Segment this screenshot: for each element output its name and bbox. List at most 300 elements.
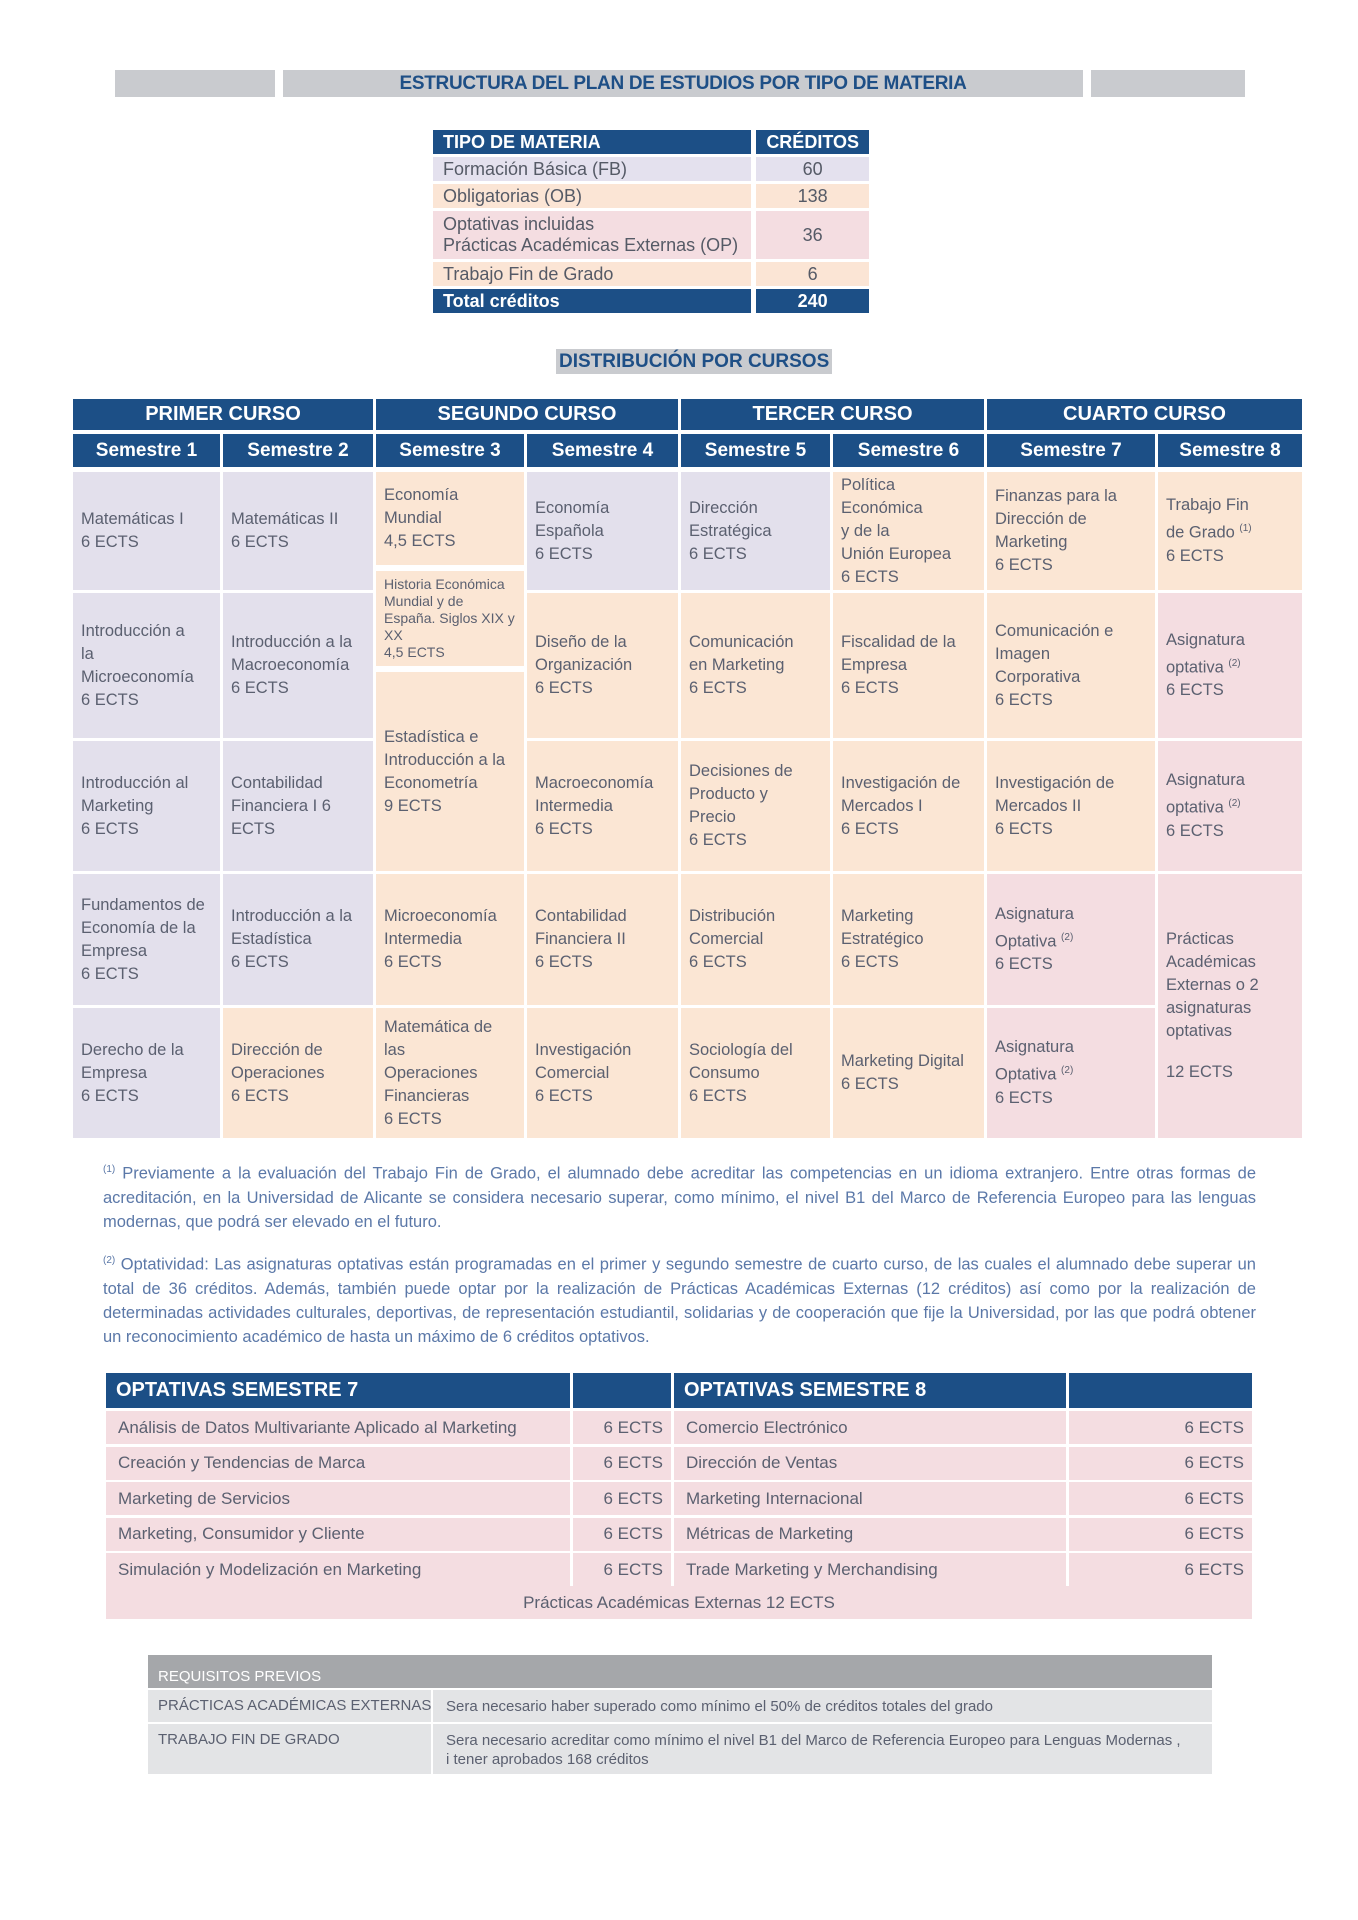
credits-header-row [433,130,869,154]
subject-line: Mundial y de [384,593,464,609]
credits-row-name: Obligatorias (OB) [433,184,751,208]
subject-text [384,905,497,974]
subject-text [535,905,627,974]
optativa-s7-name [106,1482,570,1515]
subject-line: Mundial [384,509,442,527]
subject-cell [1158,593,1302,738]
subject-cell [987,472,1155,590]
credits-col-materia: TIPO DE MATERIA [433,130,751,154]
optativas-s8-ects-header [1069,1373,1252,1408]
subject-line: asignaturas [1166,999,1252,1017]
semester-header: Semestre 4 [527,434,678,467]
optativa-s7-ects-text: 6 ECTS [603,1488,663,1508]
subject-line: Economía [384,486,459,504]
subject-line [1166,792,1245,820]
subject-line: 6 ECTS [231,953,289,971]
subject-text [689,631,794,700]
footnote-1-text: Previamente a la evaluación del Trabajo Fin de Grado, el alumnado debe acreditar las competencias en un idioma extranjero. Entre otras formas de acreditación, en la Universidad de Alicante se considera necesario superar, como mínimo, el nivel B1 del Marco de Referencia Europeo para las lenguas modernas, que podrá ser elevado en el futuro. [103,1164,1256,1231]
subject-line: 6 ECTS [535,953,593,971]
subject-text [231,772,331,841]
course-grid [73,399,1305,1139]
subject-line: Externas o 2 [1166,976,1259,994]
subject-text [535,1039,631,1108]
subject-line: Sociología del [689,1040,793,1059]
subject-line: 6 ECTS [384,953,442,971]
requisitos-key: TRABAJO FIN DE GRADO [158,1731,340,1748]
semester-header: Semestre 1 [73,434,220,467]
subject-cell [527,874,678,1005]
subject-line: Introducción a la [384,750,506,769]
credits-row [433,262,869,286]
subject-text [995,772,1114,841]
subject-text [535,497,609,566]
subject-cell [73,472,220,590]
footnote-ref: (1) [1239,523,1252,535]
subject-text [995,903,1074,977]
subject-line: Microeconomía [384,907,497,925]
optativa-s7-ects-text: 6 ECTS [603,1453,663,1472]
subject-line: Asignatura [1166,630,1245,649]
subject-line: 6 ECTS [231,679,289,697]
subject-line: Empresa [81,941,148,960]
subject-text [995,485,1117,577]
subject-line: Introducción a la [231,907,353,925]
credits-row [433,157,869,181]
optativa-s8-name [674,1482,1066,1515]
subject-text [995,1036,1074,1110]
credits-col-creditos: CRÉDITOS [751,130,869,154]
subject-line: Historia Económica [384,576,505,592]
subject-line-text: de Grado [1166,523,1235,542]
optativa-s8-ects-text: 6 ECTS [1184,1417,1244,1437]
optativa-s8-name [674,1447,1066,1480]
footnote-ref: (2) [1061,1065,1074,1077]
subject-line: 6 ECTS [81,690,139,709]
subject-line: Consumo [689,1063,760,1082]
optativa-s7-name-text: Simulación y Modelización en Marketing [118,1559,422,1579]
optativa-s8-name-text: Trade Marketing y Merchandising [686,1559,938,1579]
subject-line: 6 ECTS [841,953,899,971]
page-title: ESTRUCTURA DEL PLAN DE ESTUDIOS POR TIPO DE MATERIA [283,70,1083,97]
subject-line: las [384,1040,406,1059]
subject-line: Matemáticas II [231,510,339,528]
footnote-2-text: Optatividad: Las asignaturas optativas están programadas en el primer y segundo semestre de cuarto curso, de las cuales el alumnado debe superar un total de 36 créditos. Además, también puede optar por la realización de Prácticas Académicas Externas (12 créditos) así como por la realización de determinadas actividades culturales, deportivas, de representación estudiantil, solidarias y de cooperación que fije la Universidad, por las que podrá obtener un reconocimiento académico de hasta un máximo de 6 créditos optativos. [103,1255,1256,1346]
subject-text [384,484,458,553]
optativa-s8-name-text: Marketing Internacional [686,1488,863,1508]
requisitos-row [148,1724,1212,1774]
subject-line: Operaciones [231,1063,325,1082]
subject-line: Estadística e [384,727,479,746]
subject-line: 9 ECTS [384,796,442,815]
subject-text [689,760,793,852]
subject-text [995,620,1113,712]
subject-cell [376,571,524,666]
subject-text [231,631,352,700]
subject-line: Fundamentos de [81,895,205,914]
subject-line: Asignatura [995,904,1074,923]
year-header: CUARTO CURSO [987,399,1302,430]
distribution-title: DISTRIBUCIÓN POR CURSOS [556,349,832,374]
subject-line: Financiera II [535,930,626,948]
subject-line: 6 ECTS [81,1086,139,1105]
credits-row [433,211,869,259]
subject-text [231,1039,325,1108]
optativa-s7-ects [573,1447,671,1480]
subject-line: 6 ECTS [841,819,899,838]
subject-text [81,894,205,986]
credits-row-value: 60 [751,157,869,181]
credits-row [433,184,869,208]
subject-line: optativas [1166,1022,1233,1040]
subject-line: Contabilidad [231,773,323,792]
optativas-s7-title: OPTATIVAS SEMESTRE 7 [106,1373,570,1408]
footnote-ref: (2) [1228,657,1241,669]
subject-text [384,576,515,661]
subject-line: Investigación de [841,773,961,792]
credits-row-name-line: Optativas incluidas [443,214,595,234]
subject-line: Marketing [995,533,1068,551]
subject-cell [833,874,984,1005]
optativa-s7-ects-text: 6 ECTS [603,1559,663,1579]
optativa-s8-name-text: Métricas de Marketing [686,1524,854,1543]
subject-cell [1158,472,1302,590]
subject-line: Española [535,521,604,540]
subject-line: Marketing [81,796,154,815]
optativa-s8-name-text: Dirección de Ventas [686,1453,838,1472]
subject-cell [376,672,524,871]
subject-line: Dirección [689,498,758,517]
subject-line-text: optativa [1166,798,1224,817]
subject-cell [223,593,373,738]
subject-line: 6 ECTS [841,679,899,697]
subject-line: 6 ECTS [995,955,1053,974]
subject-line: 6 ECTS [81,964,139,983]
requisitos-value: Sera necesario acreditar como mínimo el nivel B1 del Marco de Referencia Europeo para Lenguas Modernas , i tener aprobados 168 créditos [446,1732,1181,1768]
subject-line: 6 ECTS [689,831,747,849]
requisitos-row [148,1690,1212,1722]
subject-cell [527,472,678,590]
title-bar-left-decor [115,70,275,97]
optativa-s8-name [674,1518,1066,1551]
subject-text [81,620,194,712]
subject-line: 4,5 ECTS [384,644,445,660]
subject-line: Diseño de la [535,633,627,651]
requisitos-separator [431,1724,433,1774]
credits-total-label: Total créditos [433,289,751,313]
subject-text [384,1016,492,1131]
optativa-s7-name [106,1447,570,1480]
subject-text [841,1050,964,1096]
subject-line: 6 ECTS [1166,821,1224,840]
year-header: TERCER CURSO [681,399,984,430]
subject-line: 6 ECTS [535,819,593,838]
optativa-s8-ects-text: 6 ECTS [1184,1524,1244,1543]
footnote-1 [103,1158,1256,1234]
subject-line: ECTS [231,819,276,838]
subject-line: 6 ECTS [535,679,593,697]
semester-header: Semestre 2 [223,434,373,467]
subject-cell [1158,741,1302,871]
subject-text [81,508,184,554]
credits-table [433,127,869,316]
subject-line: Corporativa [995,667,1081,686]
subject-cell [681,741,830,871]
subject-line: Comercial [535,1063,610,1082]
subject-cell [833,472,984,590]
subject-line: 4,5 ECTS [384,532,456,550]
subject-line: Asignatura [1166,771,1245,790]
subject-cell [987,1008,1155,1138]
subject-line: Comunicación e [995,621,1114,640]
credits-row-value: 6 [751,262,869,286]
subject-line: Dirección de [995,510,1087,528]
semester-header: Semestre 7 [987,434,1155,467]
optativas-s7-ects-header [573,1373,671,1408]
subject-line: Economía [535,498,610,517]
subject-line: Asignatura [995,1038,1074,1057]
subject-cell [73,741,220,871]
subject-line: Comunicación [689,633,794,651]
semester-header: Semestre 8 [1158,434,1302,467]
subject-cell [223,874,373,1005]
subject-line: Dirección de [231,1040,323,1059]
subject-text [1166,928,1259,1084]
subject-text [841,905,924,974]
subject-line: 6 ECTS [689,953,747,971]
subject-line: en Marketing [689,656,785,674]
footnote-ref: (2) [1061,931,1074,943]
subject-cell [1158,874,1302,1138]
semester-header: Semestre 6 [833,434,984,467]
optativa-s8-ects-text: 6 ECTS [1184,1453,1244,1472]
subject-line: Investigación [535,1040,632,1059]
subject-text [535,772,653,841]
subject-line: Económica [841,498,923,517]
subject-line: 6 ECTS [689,1086,747,1105]
subject-line: Académicas [1166,953,1256,971]
optativas-footer: Prácticas Académicas Externas 12 ECTS [106,1586,1252,1619]
subject-line: y de la [841,521,890,540]
subject-text [81,772,188,841]
subject-line: Marketing [841,907,914,925]
subject-line: la [81,644,94,663]
subject-cell [223,472,373,590]
subject-cell [987,874,1155,1005]
subject-line [1166,517,1252,545]
subject-line: Introducción al [81,773,189,792]
title-bar [115,70,1245,97]
year-header: PRIMER CURSO [73,399,373,430]
subject-line [995,1059,1074,1087]
optativa-s8-ects-text: 6 ECTS [1184,1488,1244,1508]
subject-text [535,631,632,700]
optativa-s7-ects-text: 6 ECTS [603,1417,663,1437]
subject-line: Decisiones de [689,762,793,780]
subject-text [689,1039,793,1108]
footnote-2 [103,1249,1256,1349]
subject-cell [376,472,524,565]
subject-line-text: Optativa [995,1065,1057,1084]
subject-cell [376,874,524,1005]
optativa-s7-name-text: Creación y Tendencias de Marca [118,1453,366,1472]
requisitos-separator [431,1690,433,1722]
subject-line: Intermedia [384,930,462,948]
subject-text [689,497,772,566]
subject-line: Distribución [689,907,776,925]
subject-line: Estratégica [689,521,772,540]
subject-line: Operaciones [384,1063,478,1082]
credits-row-name: Trabajo Fin de Grado [433,262,751,286]
subject-cell [833,741,984,871]
subject-line: 6 ECTS [231,1086,289,1105]
subject-cell [527,1008,678,1138]
subject-line: 6 ECTS [535,1086,593,1105]
credits-row-name [433,211,751,259]
optativa-s8-ects [1069,1553,1252,1586]
optativa-s7-ects [573,1553,671,1586]
optativa-s8-name [674,1553,1066,1586]
subject-line: Marketing Digital [841,1052,964,1070]
subject-line: Mercados II [995,796,1082,815]
subject-cell [681,874,830,1005]
optativa-s8-name [674,1411,1066,1444]
subject-line: 6 ECTS [231,533,289,551]
subject-line: Derecho de la [81,1040,184,1059]
subject-line: 6 ECTS [689,679,747,697]
subject-line: Introducción a la [231,633,353,651]
subject-line: 6 ECTS [689,544,747,563]
footnote-1-mark: (1) [103,1164,116,1175]
requisitos-value: Sera necesario haber superado como mínimo el 50% de créditos totales del grado [446,1698,993,1715]
subject-line: 6 ECTS [384,1109,442,1128]
subject-cell [833,593,984,738]
subject-line: Organización [535,656,633,674]
credits-row-value: 36 [751,211,869,259]
credits-row-name-line: Prácticas Académicas Externas (OP) [443,235,739,255]
optativa-s7-name [106,1411,570,1444]
subject-line: Fiscalidad de la [841,633,956,651]
semester-header: Semestre 5 [681,434,830,467]
subject-line: Producto y [689,785,768,803]
subject-line: Imagen [995,644,1051,663]
subject-line: España. Siglos XIX y [384,610,515,626]
subject-cell [681,593,830,738]
semester-header: Semestre 3 [376,434,524,467]
subject-cell [833,1008,984,1138]
subject-line: 6 ECTS [995,690,1053,709]
subject-text [81,1039,184,1108]
subject-line: Empresa [841,656,908,674]
subject-line: 6 ECTS [1166,546,1224,565]
subject-line: Matemáticas I [81,510,184,528]
subject-text [841,772,960,841]
optativa-s7-name [106,1518,570,1551]
subject-line: Finanzas para la [995,487,1117,505]
subject-line: Trabajo Fin [1166,496,1249,515]
optativa-s7-name-text: Marketing de Servicios [118,1488,290,1508]
optativa-s8-ects [1069,1411,1252,1444]
subject-line: Financieras [384,1086,470,1105]
subject-text [1166,629,1245,703]
optativa-s8-ects [1069,1447,1252,1480]
subject-line: 6 ECTS [995,819,1053,838]
subject-line: Introducción a [81,621,185,640]
optativa-s8-name-text: Comercio Electrónico [686,1417,848,1437]
optativa-s7-name [106,1553,570,1586]
subject-line [1166,652,1245,680]
year-header: SEGUNDO CURSO [376,399,678,430]
subject-line: Economía de la [81,918,196,937]
subject-line: Macroeconomía [231,656,350,674]
subject-cell [987,741,1155,871]
subject-cell [73,1008,220,1138]
requisitos-title: REQUISITOS PREVIOS [148,1655,1212,1688]
subject-cell [527,593,678,738]
subject-line: 12 ECTS [1166,1063,1233,1081]
credits-row-name: Formación Básica (FB) [433,157,751,181]
subject-line: 6 ECTS [995,556,1053,574]
subject-cell [527,741,678,871]
subject-text [1166,769,1245,843]
subject-text [384,726,505,818]
subject-line: 6 ECTS [1166,681,1224,700]
subject-line: Macroeconomía [535,773,654,792]
subject-line: 6 ECTS [841,1075,899,1093]
optativa-s8-ects [1069,1482,1252,1515]
subject-line [995,926,1074,954]
subject-text [1166,494,1252,568]
subject-cell [376,1008,524,1138]
subject-line: Investigación de [995,773,1115,792]
subject-line: Financiera I 6 [231,796,331,815]
subject-line: Matemática de [384,1017,493,1036]
subject-text [841,631,956,700]
optativa-s7-ects [573,1411,671,1444]
optativas-s8-title: OPTATIVAS SEMESTRE 8 [674,1373,1066,1408]
subject-text [689,905,775,974]
subject-line-text: optativa [1166,658,1224,677]
subject-line: 6 ECTS [81,533,139,551]
optativa-s7-ects [573,1482,671,1515]
subject-cell [223,741,373,871]
subject-line: Intermedia [535,796,613,815]
subject-line: Política [841,475,896,494]
subject-cell [223,1008,373,1138]
subject-line: 6 ECTS [535,544,593,563]
subject-text [231,508,338,554]
subject-line: Unión Europea [841,544,952,563]
subject-cell [681,1008,830,1138]
subject-text [231,905,352,974]
credits-total-row [433,289,869,313]
credits-row-value: 138 [751,184,869,208]
subject-line: Estratégico [841,930,924,948]
optativa-s7-ects-text: 6 ECTS [603,1524,663,1543]
subject-cell [681,472,830,590]
optativa-s8-ects [1069,1518,1252,1551]
subject-line [1166,1043,1259,1061]
footnote-ref: (2) [1228,798,1241,810]
subject-line: Precio [689,808,736,826]
subject-line: 6 ECTS [995,1088,1053,1107]
subject-cell [73,874,220,1005]
optativa-s7-name-text: Marketing, Consumidor y Cliente [118,1524,365,1543]
optativa-s7-ects [573,1518,671,1551]
subject-line: 6 ECTS [841,567,899,586]
subject-line-text: Optativa [995,932,1057,951]
requisitos-key: PRÁCTICAS ACADÉMICAS EXTERNAS [158,1697,432,1714]
subject-line: XX [384,627,403,643]
